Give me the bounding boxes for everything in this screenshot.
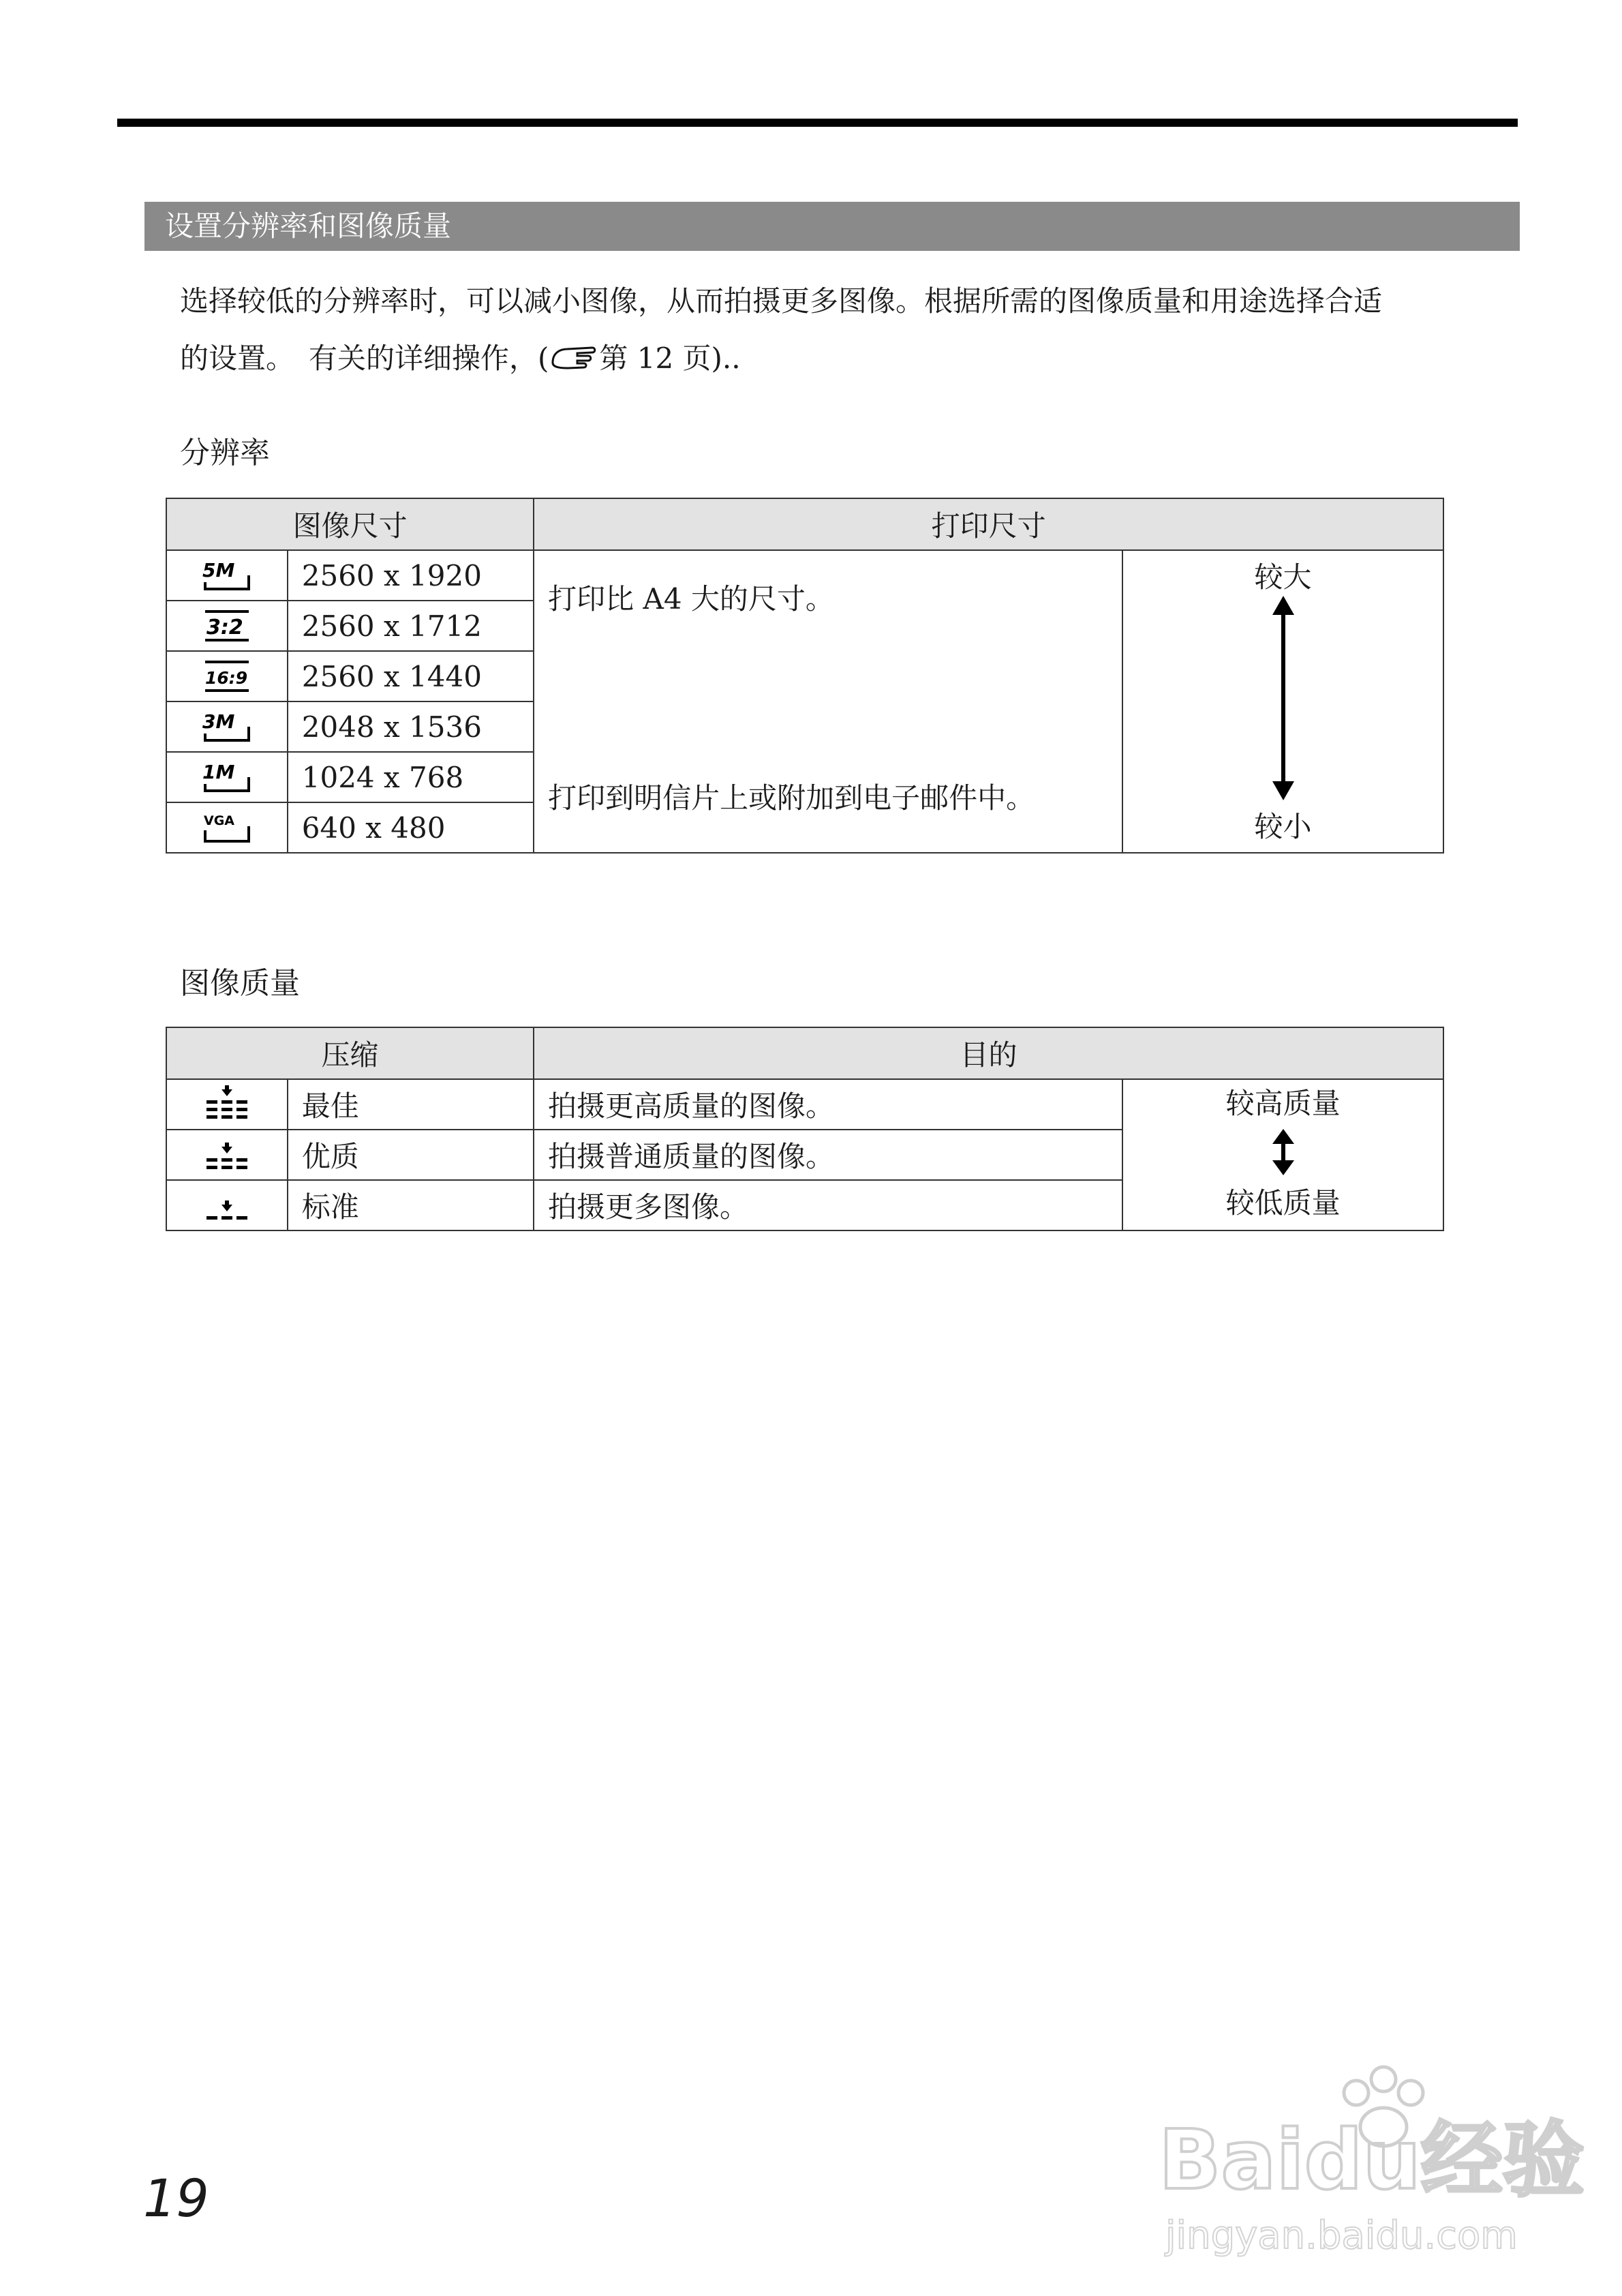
fine-icon xyxy=(166,1130,288,1180)
quality-purpose: 拍摄更高质量的图像。 xyxy=(534,1079,1122,1130)
page-number: 19 xyxy=(143,2168,209,2229)
double-arrow-icon xyxy=(1270,1129,1297,1175)
resolution-value: 2560 x 1712 xyxy=(288,601,534,651)
intro-line-1: 选择较低的分辨率时，可以减小图像，从而拍摄更多图像。根据所需的图像质量和用途选择合适 xyxy=(180,284,1383,318)
svg-text:3M: 3M xyxy=(202,710,235,733)
section-title: 设置分辨率和图像质量 xyxy=(144,202,1520,251)
resolution-value: 640 x 480 xyxy=(288,802,534,853)
pointing-hand-icon xyxy=(550,342,598,371)
3m-resolution-icon xyxy=(166,701,288,752)
col-compression: 压缩 xyxy=(166,1027,534,1079)
col-image-size: 图像尺寸 xyxy=(166,498,534,550)
scale-larger-label: 较大 xyxy=(1254,560,1312,594)
resolution-value: 2560 x 1440 xyxy=(288,651,534,701)
print-size-description xyxy=(534,550,1122,853)
resolution-value: 2048 x 1536 xyxy=(288,701,534,752)
intro-line-2-end: 第 12 页).. xyxy=(599,342,741,375)
normal-icon xyxy=(166,1180,288,1230)
resolution-heading: 分辨率 xyxy=(180,436,270,470)
size-scale xyxy=(1122,550,1443,853)
5m-resolution-icon xyxy=(166,550,288,601)
resolution-table xyxy=(166,498,1444,854)
quality-heading: 图像质量 xyxy=(180,966,300,1001)
svg-text:5M: 5M xyxy=(202,559,235,581)
16-9-aspect-icon xyxy=(166,651,288,701)
print-small-text: 打印到明信片上或附加到电子邮件中。 xyxy=(548,781,1035,815)
col-print-size: 打印尺寸 xyxy=(534,498,1443,550)
svg-text:1M: 1M xyxy=(202,761,235,783)
top-rule xyxy=(117,119,1518,127)
quality-purpose: 拍摄普通质量的图像。 xyxy=(534,1130,1122,1180)
scale-higher-label: 较高质量 xyxy=(1225,1087,1341,1120)
svg-text:VGA: VGA xyxy=(203,813,234,828)
quality-scale xyxy=(1122,1079,1443,1230)
super-fine-icon xyxy=(166,1079,288,1130)
vga-resolution-icon xyxy=(166,802,288,853)
table-row xyxy=(166,1079,1443,1130)
scale-lower-label: 较低质量 xyxy=(1225,1186,1341,1220)
col-purpose: 目的 xyxy=(534,1027,1443,1079)
svg-text:3:2: 3:2 xyxy=(206,616,243,639)
table-row xyxy=(166,550,1443,601)
resolution-value: 1024 x 768 xyxy=(288,752,534,802)
quality-table xyxy=(166,1027,1444,1231)
resolution-value: 2560 x 1920 xyxy=(288,550,534,601)
quality-purpose: 拍摄更多图像。 xyxy=(534,1180,1122,1230)
double-arrow-icon xyxy=(1267,596,1300,800)
intro-line-2-start: 的设置。 有关的详细操作，( xyxy=(180,342,549,375)
1m-resolution-icon xyxy=(166,752,288,802)
baidu-watermark-logo xyxy=(1152,2052,1585,2263)
intro-paragraph xyxy=(180,273,1516,387)
watermark-url: jingyan.baidu.com xyxy=(1165,2214,1518,2258)
scale-smaller-label: 较小 xyxy=(1254,810,1312,843)
watermark-brand: Baidu经验 xyxy=(1159,2113,1585,2208)
3-2-aspect-icon xyxy=(166,601,288,651)
intro-line-2 xyxy=(180,330,1516,387)
quality-label: 标准 xyxy=(288,1180,534,1230)
print-large-text: 打印比 A4 大的尺寸。 xyxy=(548,582,834,616)
quality-label: 最佳 xyxy=(288,1079,534,1130)
quality-label: 优质 xyxy=(288,1130,534,1180)
svg-text:16:9: 16:9 xyxy=(204,668,248,688)
